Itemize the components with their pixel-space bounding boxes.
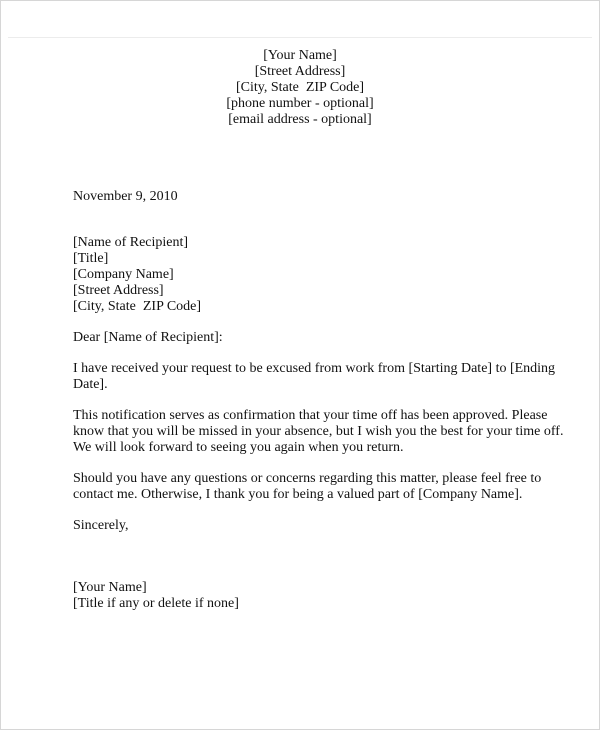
paragraph-2: [73, 408, 563, 456]
recipient-city: [City, State ZIP Code]: [73, 299, 202, 314]
salutation: Dear [Name of Recipient]:: [73, 330, 223, 345]
paragraph-line: contact me. Otherwise, I thank you for being a valued part of [Company Name].: [73, 487, 523, 502]
recipient-street: [Street Address]: [73, 283, 164, 298]
signature-block: [73, 580, 239, 612]
paragraph-1: [73, 361, 555, 393]
sender-name: [Your Name]: [263, 48, 337, 63]
recipient-company: [Company Name]: [73, 267, 174, 282]
letter-date: November 9, 2010: [73, 189, 178, 204]
recipient-address: [73, 235, 201, 315]
header-divider: [8, 37, 592, 38]
paragraph-line: I have received your request to be excused from work from [Starting Date] to [Ending: [73, 361, 556, 376]
sender-city: [City, State ZIP Code]: [235, 80, 365, 95]
paragraph-3: [73, 471, 541, 503]
closing: Sincerely,: [73, 518, 129, 533]
sender-email: [email address - optional]: [228, 112, 372, 127]
recipient-title: [Title]: [73, 251, 109, 266]
sender-address: [0, 48, 600, 128]
sender-phone: [phone number - optional]: [226, 96, 374, 111]
sender-street: [Street Address]: [254, 64, 346, 79]
signature-name: [Your Name]: [73, 580, 147, 595]
paragraph-line: Date].: [73, 377, 108, 392]
paragraph-line: This notification serves as confirmation that your time off has been approved. Please: [73, 408, 548, 423]
signature-title: [Title if any or delete if none]: [73, 596, 239, 611]
recipient-name: [Name of Recipient]: [73, 235, 189, 250]
paragraph-line: know that you will be missed in your absence, but I wish you the best for your time off.: [73, 424, 564, 439]
paragraph-line: Should you have any questions or concerns regarding this matter, please feel free to: [73, 471, 542, 486]
paragraph-line: We will look forward to seeing you again when you return.: [73, 440, 404, 455]
